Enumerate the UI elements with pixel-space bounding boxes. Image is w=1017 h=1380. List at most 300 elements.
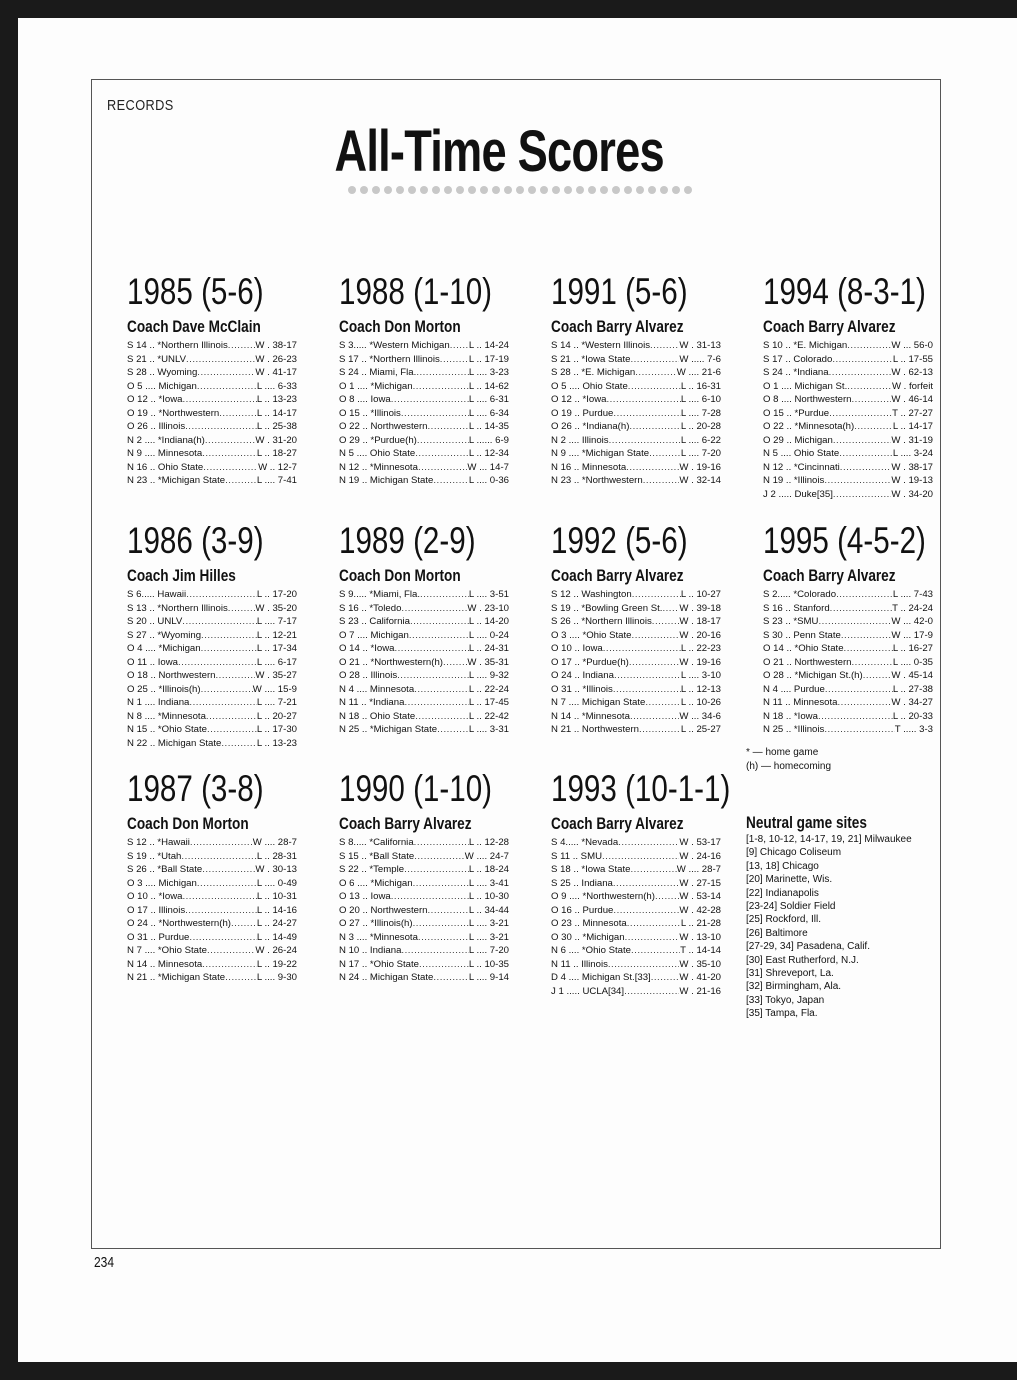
dot-leader (394, 642, 468, 656)
game-row (763, 723, 933, 737)
game-result: L .. 24-31 (468, 643, 509, 654)
dot-leader (841, 629, 892, 643)
dot-leader (186, 588, 257, 602)
neutral-site-item: [33] Tokyo, Japan (746, 994, 825, 1006)
season-year-record: 1988 (1-10) (339, 271, 493, 312)
game-row (551, 642, 721, 656)
game-row (551, 917, 721, 931)
game-row (551, 434, 721, 448)
game-result: W . 35-27 (255, 670, 297, 681)
dot-leader (410, 615, 469, 629)
dot-leader (847, 380, 892, 394)
game-result: L .. 14-35 (468, 421, 509, 432)
game-list (127, 836, 332, 985)
dot-leader (635, 366, 676, 380)
note-homecoming: (h) — homecoming (746, 760, 832, 772)
game-row (763, 683, 933, 697)
dot-leader (401, 602, 467, 616)
game-opponent: O 10 .. Iowa (551, 643, 603, 654)
game-result: W .... 21-6 (676, 367, 721, 378)
divider-dot (660, 186, 668, 194)
game-result: W . 13-10 (679, 931, 721, 943)
dot-leader (844, 642, 893, 656)
game-result: L .. 28-31 (256, 850, 297, 862)
game-result: L .. 18-24 (468, 864, 509, 875)
dot-leader (631, 944, 680, 958)
game-opponent: N 3 .... *Minnesota (339, 931, 418, 943)
game-result: L .. 25-27 (680, 724, 721, 735)
game-result: L .. 18-27 (256, 448, 297, 459)
dot-leader (847, 339, 891, 353)
game-result: L .... 3-41 (468, 877, 509, 889)
game-opponent: O 22 .. *Minnesota(h) (763, 421, 855, 432)
dot-leader (225, 971, 257, 985)
dot-leader (201, 642, 257, 656)
dot-leader (839, 447, 893, 461)
game-result: L .. 34-44 (468, 904, 509, 916)
divider-dot (600, 186, 608, 194)
game-row (339, 696, 509, 710)
game-result: L .. 14-17 (892, 421, 933, 432)
dot-leader (228, 602, 256, 616)
game-result: W ... 42-0 (891, 616, 933, 627)
divider-dot (576, 186, 584, 194)
game-row (763, 696, 933, 710)
game-opponent: N 15 .. *Ohio State (127, 724, 207, 735)
game-opponent: S 3..... *Western Michigan (339, 340, 450, 351)
neutral-site-item: [35] Tampa, Fla. (746, 1008, 818, 1020)
season-block (551, 769, 756, 998)
game-opponent: N 7 .... *Ohio State (127, 945, 207, 956)
dot-leader (829, 407, 892, 421)
game-row (339, 656, 509, 670)
dot-leader (197, 366, 255, 380)
neutral-site-item: [31] Shreveport, La. (746, 968, 834, 980)
game-result: L .. 10-26 (680, 697, 721, 708)
dot-leader (418, 931, 469, 945)
game-row (339, 602, 509, 616)
game-result: L .... 9-14 (468, 972, 509, 983)
game-opponent: N 24 .. Michigan State (339, 972, 434, 983)
game-opponent: O 24 .. Indiana (551, 670, 614, 681)
dot-leader (651, 971, 680, 985)
game-row (551, 904, 721, 918)
game-row (339, 877, 509, 891)
neutral-site-item: [1-8, 10-12, 14-17, 19, 21] Milwaukee (746, 834, 912, 845)
game-row (551, 461, 721, 475)
dot-leader (186, 353, 255, 367)
game-opponent: N 1 .... Indiana (127, 697, 190, 708)
season-block (763, 272, 968, 501)
dot-leader (228, 339, 256, 353)
game-result: L .. 19-22 (256, 958, 297, 970)
game-opponent: S 21 .. *UNLV (127, 353, 187, 365)
game-result: W . 35-20 (255, 602, 297, 614)
dot-leader (433, 971, 468, 985)
game-opponent: N 2 .... Illinois (551, 434, 609, 446)
game-row (551, 863, 721, 877)
game-opponent: O 17 .. Illinois (127, 904, 186, 916)
game-row (127, 380, 297, 394)
game-opponent: S 13 .. *Northern Illinois (127, 602, 228, 614)
game-row (763, 474, 933, 488)
divider-dot (420, 186, 428, 194)
divider-dot (372, 186, 380, 194)
game-row (127, 723, 297, 737)
neutral-site-item: [13, 18] Chicago (746, 860, 819, 872)
game-row (339, 339, 509, 353)
game-result: W .... 28-7 (252, 837, 297, 848)
game-result: L .. 20-27 (256, 710, 297, 722)
game-result: T .. 24-24 (892, 602, 933, 614)
season-coach: Coach Barry Alvarez (551, 566, 684, 585)
game-row (127, 669, 297, 683)
game-opponent: O 8 .... Iowa (339, 394, 391, 405)
game-row (551, 353, 721, 367)
game-row (127, 366, 297, 380)
season-year-record: 1993 (10-1-1) (551, 768, 731, 809)
game-row (127, 863, 297, 877)
game-result: W . 38-17 (891, 461, 933, 473)
game-result: W ..... 7-6 (679, 353, 721, 365)
game-result: L ...... 6-9 (468, 434, 509, 446)
dot-leader (833, 434, 892, 448)
divider-dot (564, 186, 572, 194)
game-row (551, 474, 721, 488)
game-opponent: S 25 .. Indiana (551, 877, 613, 889)
game-row (127, 917, 297, 931)
dot-leader (629, 656, 680, 670)
game-result: W ... 17-9 (891, 629, 933, 641)
game-opponent: S 9..... *Miami, Fla. (339, 589, 421, 600)
game-result: L .... 0-35 (892, 656, 933, 668)
game-row (127, 958, 297, 972)
game-opponent: N 11 .. Illinois (551, 958, 608, 970)
game-row (763, 380, 933, 394)
dot-leader (414, 836, 469, 850)
game-row (339, 615, 509, 629)
game-row (127, 737, 297, 751)
game-opponent: S 4..... *Nevada (551, 837, 619, 848)
game-opponent: N 8 .... *Minnesota (127, 710, 206, 722)
game-result: L .... 3-24 (892, 448, 933, 459)
game-result: L .... 7-17 (256, 616, 297, 627)
game-opponent: S 17 .. Colorado (763, 353, 833, 365)
dot-leader (190, 836, 253, 850)
season-block (551, 521, 756, 737)
game-opponent: S 6..... Hawaii (127, 589, 187, 600)
neutral-sites-list (746, 833, 946, 1021)
divider-dot (504, 186, 512, 194)
game-row (339, 836, 509, 850)
dot-leader (414, 683, 469, 697)
game-result: L .. 13-23 (256, 737, 297, 749)
game-result: W .... 24-7 (464, 850, 509, 862)
game-opponent: O 14 .. *Iowa (339, 643, 395, 654)
season-year-record: 1991 (5-6) (551, 271, 688, 312)
dot-leader (602, 850, 679, 864)
game-opponent: N 16 .. Ohio State (127, 461, 204, 473)
neutral-site-item: [22] Indianapolis (746, 887, 819, 899)
dot-leader (428, 420, 469, 434)
game-row (551, 931, 721, 945)
game-opponent: O 21 .. *Northwestern(h) (339, 656, 443, 668)
game-row (339, 642, 509, 656)
game-opponent: O 10 .. *Iowa (127, 891, 183, 902)
neutral-site-item: [23-24] Soldier Field (746, 901, 836, 913)
game-opponent: O 3 .... *Ohio State (551, 629, 632, 641)
game-opponent: O 18 .. Northwestern (127, 670, 216, 681)
game-result: L .... 7-41 (256, 475, 297, 486)
dot-leader (404, 696, 468, 710)
dot-leader (207, 944, 255, 958)
game-row (551, 683, 721, 697)
game-list (339, 836, 544, 985)
dot-leader (401, 944, 468, 958)
game-row (339, 971, 509, 985)
dot-leader (189, 931, 256, 945)
game-list (127, 339, 332, 488)
dot-leader (418, 461, 467, 475)
dot-leader (625, 931, 680, 945)
season-year-record: 1987 (3-8) (127, 768, 264, 809)
game-row (127, 615, 297, 629)
game-row (551, 710, 721, 724)
game-result: L .. 14-20 (468, 616, 509, 627)
neutral-site-item: [30] East Rutherford, N.J. (746, 954, 859, 966)
game-opponent: S 8..... *California (339, 837, 414, 848)
game-result: W . 30-13 (255, 864, 297, 875)
neutral-site-item: [20] Marinette, Wis. (746, 874, 833, 886)
game-opponent: S 24 .. *Indiana (763, 367, 829, 378)
dot-leader (443, 656, 467, 670)
game-row (339, 474, 509, 488)
dot-leader (219, 407, 257, 421)
neutral-sites-heading: Neutral game sites (746, 813, 867, 832)
game-opponent: O 21 .. Northwestern (763, 656, 852, 668)
season-block (339, 521, 544, 737)
game-row (551, 447, 721, 461)
game-row (127, 642, 297, 656)
dot-leader (824, 723, 894, 737)
game-result: W .. 12-7 (258, 461, 297, 473)
game-opponent: N 23 .. *Michigan State (127, 475, 226, 486)
game-result: W . 32-14 (679, 475, 721, 486)
game-row (551, 944, 721, 958)
season-coach: Coach Don Morton (339, 317, 461, 336)
dot-leader (627, 917, 681, 931)
note-home: * — home game (746, 747, 819, 758)
game-opponent: N 4 .... Purdue (763, 683, 825, 695)
game-opponent: S 27 .. *Wyoming (127, 629, 202, 641)
game-row (339, 420, 509, 434)
season-coach: Coach Barry Alvarez (763, 317, 896, 336)
game-list (763, 588, 968, 737)
game-opponent: N 7 .... Michigan State (551, 697, 646, 708)
dot-leader (197, 380, 257, 394)
divider-dot (636, 186, 644, 194)
game-result: L .. 13-23 (256, 394, 297, 405)
game-row (127, 339, 297, 353)
game-opponent: N 22 .. Michigan State (127, 737, 222, 749)
dot-leader (854, 420, 893, 434)
game-opponent: N 23 .. *Northwestern (551, 475, 643, 486)
divider-dot (624, 186, 632, 194)
dot-leader (450, 339, 469, 353)
divider-dot (348, 186, 356, 194)
game-row (127, 407, 297, 421)
game-result: W . 23-10 (467, 602, 509, 614)
game-opponent: S 19 .. *Utah (127, 850, 182, 862)
game-opponent: N 10 .. Indiana (339, 945, 402, 956)
game-opponent: O 28 .. *Michigan St.(h) (763, 670, 863, 681)
neutral-site-item: [9] Chicago Coliseum (746, 847, 842, 859)
dot-leader (206, 710, 257, 724)
game-opponent: N 14 .. *Minnesota (551, 710, 630, 722)
game-opponent: J 1 ..... UCLA[34] (551, 985, 625, 997)
game-opponent: N 21 .. *Michigan State (127, 972, 226, 983)
game-opponent: S 26 .. *Northern Illinois (551, 616, 652, 627)
dot-leader (181, 850, 256, 864)
game-row (339, 461, 509, 475)
game-row (127, 656, 297, 670)
season-block (127, 272, 332, 488)
game-result: L .. 17-19 (468, 353, 509, 365)
game-opponent: O 24 .. *Northwestern(h) (127, 918, 231, 929)
game-row (763, 629, 933, 643)
game-result: L .. 14-49 (256, 931, 297, 943)
game-opponent: O 26 .. Illinois (127, 421, 186, 432)
game-row (551, 407, 721, 421)
game-result: W . 31-19 (891, 434, 933, 446)
dot-leader (630, 353, 679, 367)
game-row (127, 890, 297, 904)
dot-leader (440, 353, 469, 367)
divider-dot (480, 186, 488, 194)
game-opponent: O 23 .. Minnesota (551, 918, 627, 929)
game-result: W ... 14-7 (467, 461, 509, 473)
game-row (339, 917, 509, 931)
game-result: L .. 10-30 (468, 891, 509, 902)
game-opponent: N 9 .... Minnesota (127, 448, 203, 459)
season-coach: Coach Jim Hilles (127, 566, 236, 585)
divider-dot (360, 186, 368, 194)
game-result: W . 62-13 (891, 367, 933, 378)
divider-dot (456, 186, 464, 194)
game-row (339, 683, 509, 697)
game-row (339, 669, 509, 683)
dot-leader (608, 958, 680, 972)
game-row (551, 656, 721, 670)
dot-leader (221, 737, 256, 751)
game-result: W ... 34-6 (679, 710, 721, 722)
game-opponent: O 11 .. Iowa (127, 656, 179, 668)
game-row (127, 629, 297, 643)
game-result: L .... 3-31 (468, 724, 509, 735)
game-opponent: N 4 .... Minnesota (339, 683, 415, 695)
game-result: L .. 16-27 (892, 643, 933, 654)
game-opponent: N 16 .. Minnesota (551, 461, 627, 473)
dot-leader (832, 353, 892, 367)
dot-leader (178, 656, 257, 670)
dot-leader (818, 710, 893, 724)
game-row (339, 904, 509, 918)
game-opponent: S 11 .. SMU (551, 850, 603, 862)
game-row (763, 656, 933, 670)
season-block (127, 769, 332, 985)
dot-leader (852, 656, 893, 670)
game-row (127, 447, 297, 461)
game-row (339, 944, 509, 958)
dot-leader (202, 958, 257, 972)
game-opponent: S 20 .. UNLV (127, 616, 183, 627)
game-row (127, 393, 297, 407)
game-result: L .... 9-32 (468, 670, 509, 681)
game-row (763, 488, 933, 502)
dot-leader (413, 380, 469, 394)
dot-leader (182, 890, 256, 904)
game-row (551, 393, 721, 407)
game-row (127, 474, 297, 488)
game-result: L .... 3-21 (468, 931, 509, 943)
dot-leader (415, 447, 469, 461)
game-result: W . 34-27 (891, 697, 933, 708)
game-row (127, 696, 297, 710)
game-result: L .. 22-23 (680, 643, 721, 654)
game-list (127, 588, 332, 750)
dot-leader (649, 447, 681, 461)
game-opponent: N 5 .... Ohio State (763, 448, 840, 459)
game-opponent: N 19 .. *Illinois (763, 475, 825, 486)
dot-leader (652, 615, 680, 629)
game-result: L .. 17-45 (468, 697, 509, 708)
game-row (127, 434, 297, 448)
game-result: W . 18-17 (679, 616, 721, 627)
dot-leader (825, 683, 893, 697)
season-year-record: 1986 (3-9) (127, 520, 264, 561)
dot-leader (185, 904, 257, 918)
game-result: W . 39-18 (679, 602, 721, 614)
dot-leader (203, 461, 258, 475)
dot-leader (437, 723, 469, 737)
game-opponent: N 25 .. *Michigan State (339, 724, 438, 735)
game-result: W . 38-17 (255, 340, 297, 351)
game-result: L .. 22-24 (468, 683, 509, 695)
dot-leader (836, 588, 893, 602)
game-result: W ... 56-0 (891, 340, 933, 351)
dot-leader (391, 393, 469, 407)
game-list (551, 836, 756, 998)
game-opponent: S 17 .. *Northern Illinois (339, 353, 440, 365)
game-row (763, 615, 933, 629)
divider-dot (492, 186, 500, 194)
game-row (127, 683, 297, 697)
neutral-site-item: [26] Baltimore (746, 927, 808, 939)
game-opponent: O 3 .... Michigan (127, 877, 197, 889)
page-title (0, 118, 999, 185)
game-row (339, 434, 509, 448)
divider-dot (672, 186, 680, 194)
game-opponent: J 2 ..... Duke[35] (763, 488, 833, 500)
game-result: T .. 27-27 (892, 407, 933, 419)
game-opponent: O 6 .... *Michigan (339, 877, 413, 889)
game-result: W . 21-16 (679, 985, 721, 997)
game-opponent: S 18 .. *Iowa State (551, 864, 631, 875)
game-opponent: O 13 .. Iowa (339, 891, 391, 902)
game-result: T .. 14-14 (680, 945, 721, 956)
game-opponent: N 25 .. *Illinois (763, 724, 825, 735)
game-result: L .... 6-22 (680, 434, 721, 446)
